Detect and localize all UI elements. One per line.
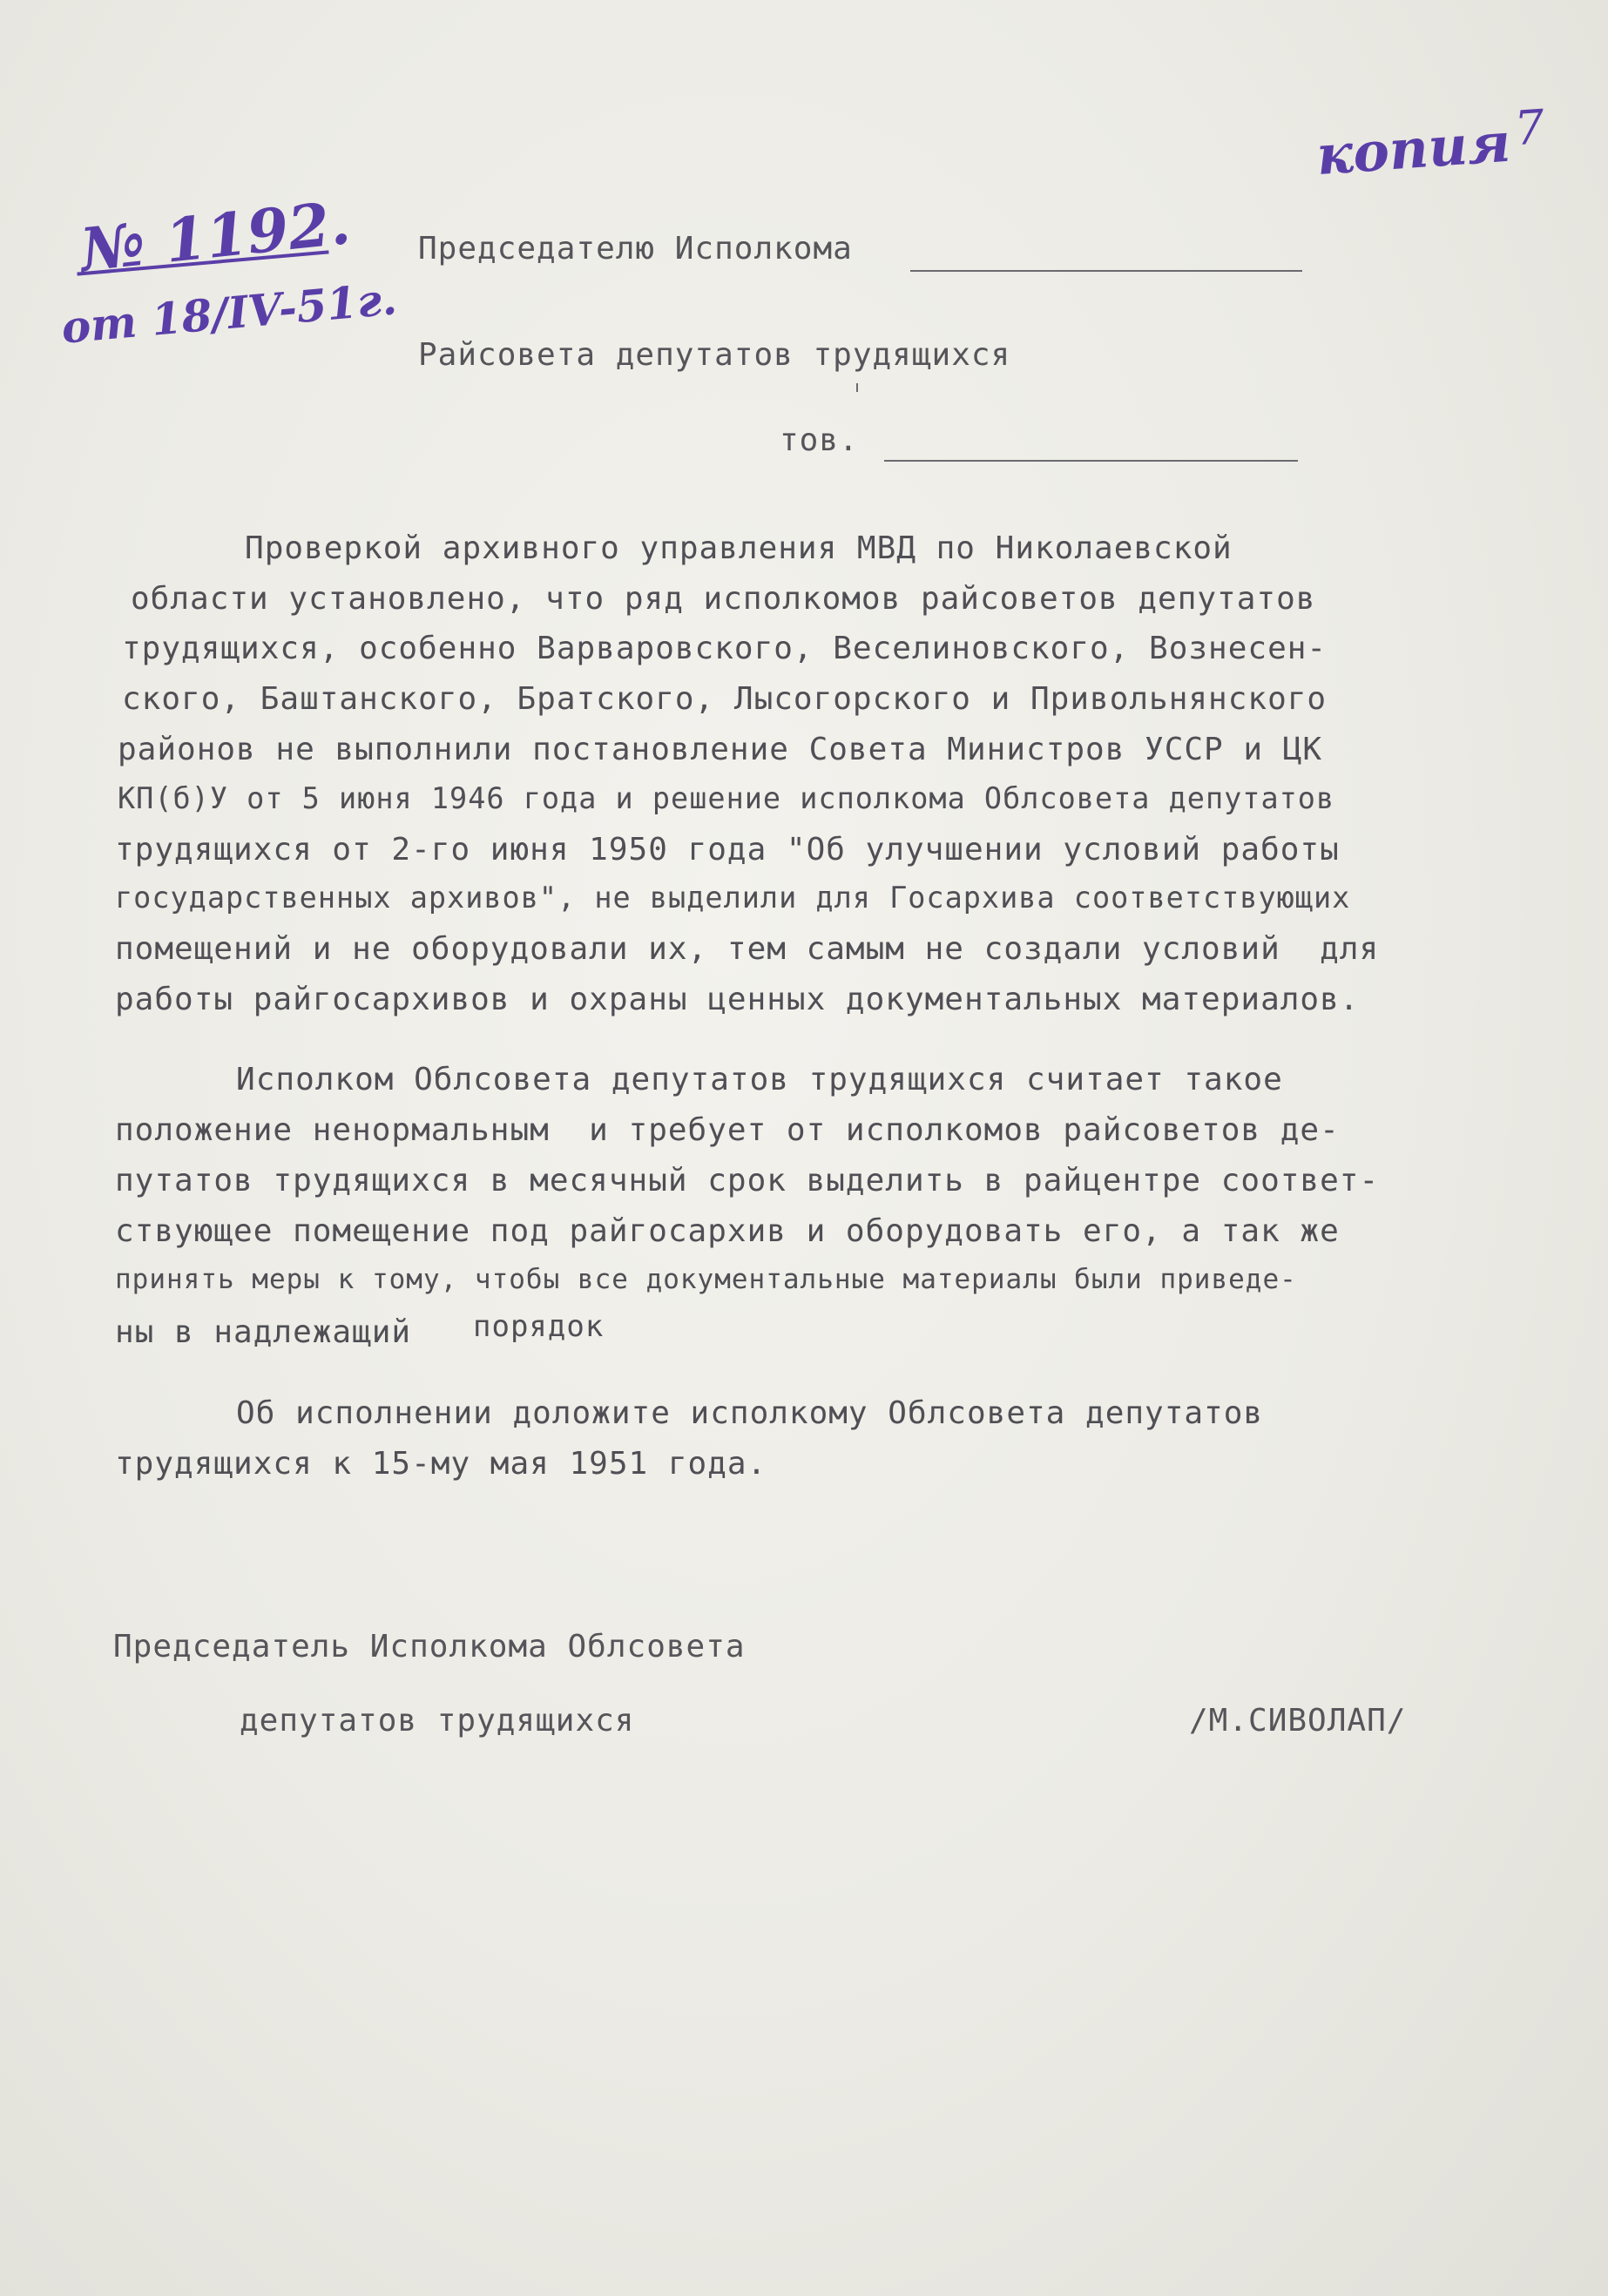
- body-line: ствующее помещение под райгосархив и оборудовать его, а так же: [115, 1213, 1340, 1249]
- body-line: ны в надлежащий: [115, 1314, 412, 1350]
- body-line: путатов трудящихся в месячный срок выделить в райцентре соответ-: [115, 1163, 1380, 1199]
- body-line: трудящихся к 15-му мая 1951 года.: [115, 1446, 767, 1482]
- body-line: районов не выполнили постановление Совета Министров УССР и ЦК: [118, 732, 1323, 767]
- body-line: КП(б)У от 5 июня 1946 года и решение исполкома Облсовета депутатов: [118, 781, 1335, 815]
- addressee-line-3: тов.: [780, 422, 859, 458]
- addressee-blank-1: [910, 270, 1302, 272]
- body-line: Проверкой архивного управления МВД по Николаевской: [126, 530, 1233, 566]
- inserted-word: порядок: [473, 1309, 605, 1344]
- body-line: государственных архивов", не выделили для Госархива соответствующих: [115, 881, 1351, 915]
- copy-stamp: [1236, 59, 1551, 242]
- body-line: Об исполнении доложите исполкому Облсовета депутатов: [118, 1395, 1264, 1431]
- addressee-line-2: Райсовета депутатов трудящихся: [418, 337, 1011, 373]
- body-line: ского, Баштанского, Братского, Лысогорского и Привольнянского: [122, 681, 1328, 717]
- addressee-blank-3: [884, 460, 1298, 462]
- registration-date: от 18/IV-51г.: [59, 273, 399, 354]
- copy-stamp-mark: 7: [1512, 98, 1547, 157]
- body-line: Исполком Облсовета депутатов трудящихся считает такое: [118, 1062, 1283, 1097]
- signature-title-1: Председатель Исполкома Облсовета: [113, 1629, 746, 1665]
- body-line: трудящихся от 2-го июня 1950 года "Об улучшении условий работы: [115, 832, 1340, 868]
- signatory-name: /М.СИВОЛАП/: [1189, 1703, 1407, 1739]
- body-line: положение ненормальным и требует от исполкомов райсоветов де-: [115, 1112, 1340, 1148]
- body-line: работы райгосархивов и охраны ценных документальных материалов.: [115, 982, 1360, 1017]
- body-line: помещений и не оборудовали их, тем самым не создали условий для: [115, 931, 1380, 967]
- registration-number: № 1192.: [77, 187, 354, 287]
- body-line: трудящихся, особенно Варваровского, Веселиновского, Вознесен-: [122, 631, 1328, 666]
- addressee-line-1: Председателю Исполкома: [418, 231, 853, 267]
- copy-stamp-label: копия: [1314, 110, 1513, 188]
- stray-mark: [856, 383, 858, 392]
- body-line: области установлено, что ряд исполкомов райсоветов депутатов: [131, 581, 1316, 617]
- signature-title-2: депутатов трудящихся: [240, 1703, 635, 1739]
- body-line: принять меры к тому, чтобы все документальные материалы были приведе-: [115, 1264, 1297, 1295]
